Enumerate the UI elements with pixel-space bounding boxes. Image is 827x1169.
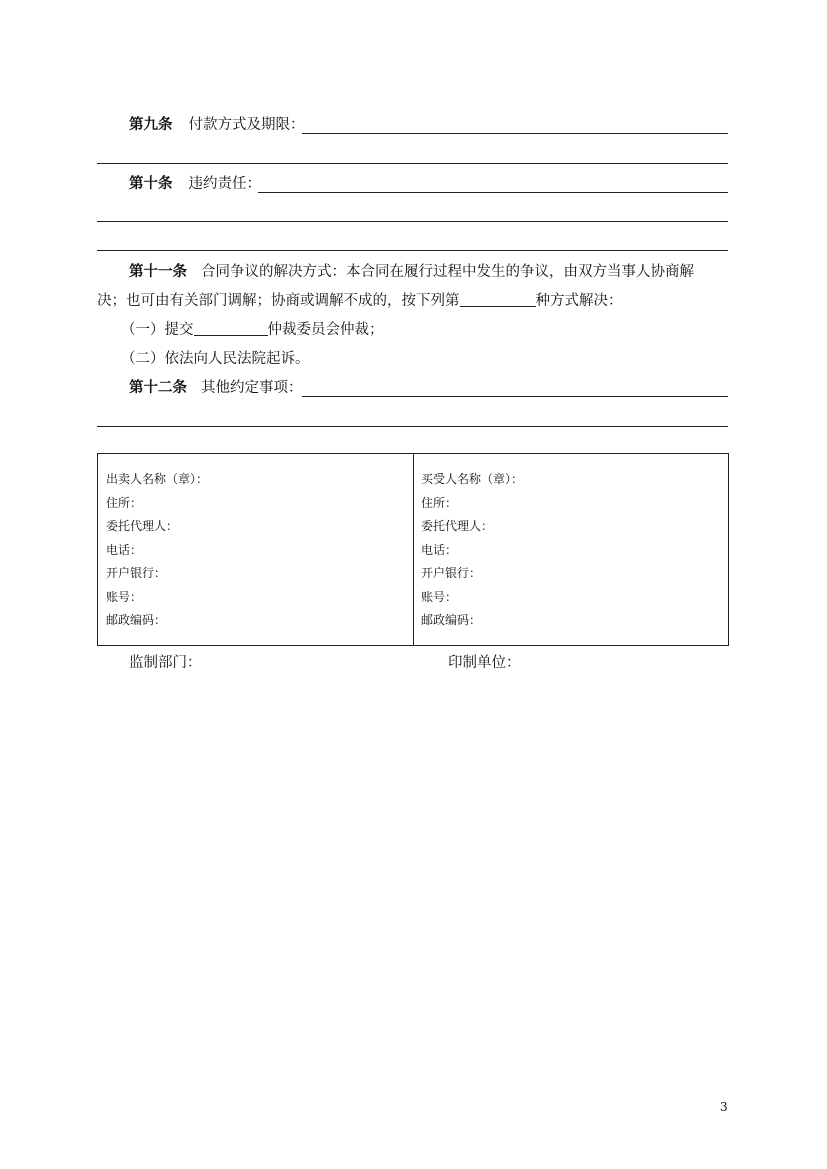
- article-11-text-2: 决；也可由有关部门调解；协商或调解不成的，按下列第: [97, 293, 460, 309]
- article-10-blank-line-3[interactable]: [97, 250, 728, 251]
- article-10-text: 违约责任：: [188, 176, 261, 192]
- printing-unit: 印制单位：: [448, 655, 521, 671]
- article-12-line: [129, 378, 303, 398]
- buyer-agent-field[interactable]: 委托代理人：: [421, 519, 494, 533]
- article-9-line: [129, 115, 305, 135]
- article-11-line-2: [97, 291, 623, 311]
- party-info-table: [97, 453, 729, 646]
- arbitration-commission-blank[interactable]: [194, 321, 268, 336]
- article-11-label: 第十一条: [129, 263, 187, 280]
- buyer-account-field[interactable]: 账号：: [421, 589, 458, 604]
- supervision-department: 监制部门：: [129, 655, 202, 671]
- option-2-text: （二）依法向人民法院起诉。: [121, 351, 310, 367]
- article-12-text: 其他约定事项：: [201, 380, 303, 396]
- article-11-text-3: 种方式解决：: [535, 293, 623, 309]
- article-9-label: 第九条: [129, 116, 173, 133]
- buyer-phone-field[interactable]: 电话：: [421, 542, 458, 557]
- article-11-line-1: [129, 262, 729, 282]
- buyer-bank-field[interactable]: 开户银行：: [421, 566, 482, 580]
- article-10-blank[interactable]: [258, 192, 728, 193]
- article-10-blank-line-2[interactable]: [97, 221, 728, 222]
- page-number: 3: [720, 1100, 728, 1114]
- seller-name-field[interactable]: 出卖人名称（章）：: [106, 472, 209, 486]
- seller-postcode-field[interactable]: 邮政编码：: [106, 613, 167, 627]
- seller-account-field[interactable]: 账号：: [106, 589, 143, 604]
- seller-address-field[interactable]: 住所：: [106, 495, 143, 510]
- article-11-text-1: 合同争议的解决方式：本合同在履行过程中发生的争议，由双方当事人协商解: [201, 264, 694, 280]
- seller-agent-field[interactable]: 委托代理人：: [106, 519, 179, 533]
- seller-bank-field[interactable]: 开户银行：: [106, 566, 167, 580]
- article-10-line: [129, 174, 261, 194]
- article-11-method-blank[interactable]: [460, 292, 536, 307]
- article-12-label: 第十二条: [129, 379, 187, 396]
- buyer-column: [421, 472, 523, 637]
- buyer-address-field[interactable]: 住所：: [421, 495, 458, 510]
- seller-phone-field[interactable]: 电话：: [106, 542, 143, 557]
- buyer-name-field[interactable]: 买受人名称（章）：: [421, 472, 524, 486]
- article-9-blank[interactable]: [302, 133, 728, 134]
- article-11-option-2: [121, 349, 310, 369]
- article-12-blank[interactable]: [302, 396, 728, 397]
- option-1-text-after: 仲裁委员会仲裁；: [267, 322, 384, 338]
- table-divider: [413, 454, 414, 645]
- buyer-postcode-field[interactable]: 邮政编码：: [421, 613, 482, 627]
- option-1-text: （一）提交: [121, 322, 194, 338]
- seller-column: [106, 472, 208, 637]
- article-10-label: 第十条: [129, 175, 173, 192]
- article-9-blank-line-2[interactable]: [97, 163, 728, 164]
- article-11-option-1: [121, 320, 384, 340]
- article-12-blank-line-2[interactable]: [97, 426, 728, 427]
- article-9-text: 付款方式及期限：: [188, 117, 305, 133]
